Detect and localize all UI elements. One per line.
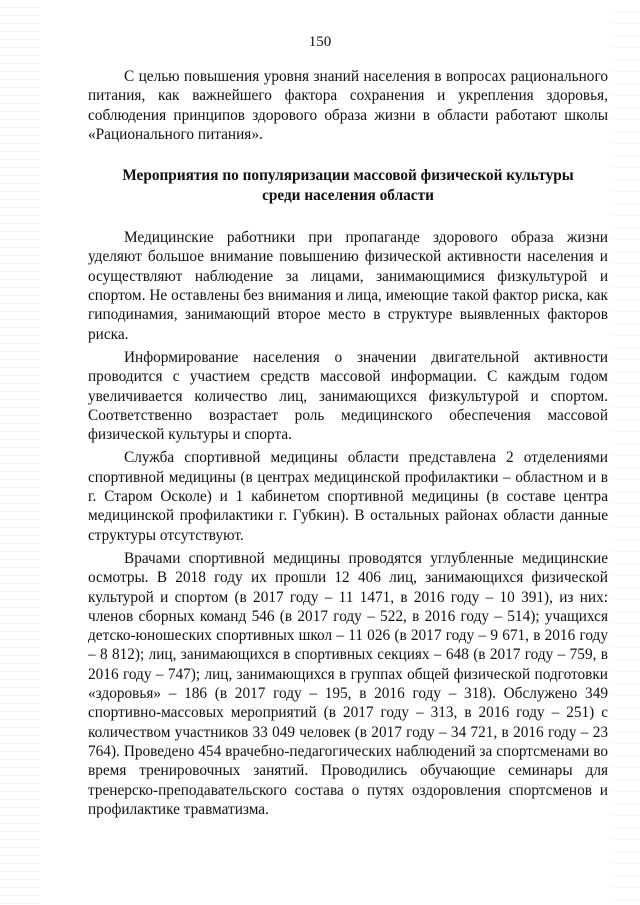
scan-edge-right	[610, 0, 640, 905]
body-paragraph: Медицинские работники при пропаганде здорового образа жизни уделяют большое внимание повышению физической активности населения и осуществляют наблюдение за лицами, занимающимися физкультурой и спортом. Не оставлены без внимания и лица, имеющие такой фактор риска, как гиподинамия, занимающий второе место в структуре выявленных факторов риска.	[88, 229, 608, 343]
page-number: 150	[308, 34, 332, 50]
body-paragraph: Служба спортивной медицины области представлена 2 отделениями спортивной медицины (в центрах медицинской профилактики – областном и в г. Старом Осколе) и 1 кабинетом спортивной медицины (в составе центра медицинской профилактики г. Губкин). В остальных районах области данные структуры отсутствуют.	[88, 449, 608, 544]
intro-paragraph: С целью повышения уровня знаний населения в вопросах рационального питания, как важнейшего фактора сохранения и укрепления здоровья, соблюдения принципов здорового образа жизни в области работают школы «Рационального питания».	[88, 68, 608, 143]
section-heading-line-2: среди населения области	[262, 187, 434, 205]
document-body	[88, 67, 608, 819]
section-heading-line-1: Мероприятия по популяризации массовой физической культуры	[122, 167, 574, 185]
section-heading	[88, 166, 608, 206]
body-paragraph: Врачами спортивной медицины проводятся углубленные медицинские осмотры. В 2018 году их прошли 12 406 лиц, занимающихся физической культурой и спортом (в 2017 году – 11 1471, в 2016 году – 10 391), из них: членов сборных команд 546 (в 2017 году – 522, в 2016 году – 514); учащихся детско-юношеских спортивных школ – 11 026 (в 2017 году – 9 671, в 2016 году – 8 812); лиц, занимающихся в спортивных секциях – 648 (в 2017 году – 759, в 2016 году – 747); лиц, занимающихся в группах общей физической подготовки «здоровья» – 186 (в 2017 году – 195, в 2016 году – 318). Обслужено 349 спортивно-массовых мероприятий (в 2017 году – 313, в 2016 году – 251) с количеством участников 33 049 человек (в 2017 году – 34 721, в 2016 году – 23 764). Проведено 454 врачебно-педагогических наблюдений за спортсменами во время тренировочных занятий. Проводились обучающие семинары для тренерско-преподавательского состава о путях оздоровления спортсменов и профилактике травматизма.	[88, 549, 608, 818]
body-paragraph: Информирование населения о значении двигательной активности проводится с участием средств массовой информации. С каждым годом увеличивается количество лиц, занимающихся физкультурой и спортом. Соответственно возрастает роль медицинского обеспечения массовой физической культуры и спорта.	[88, 348, 608, 444]
scan-edge-left	[0, 0, 40, 905]
